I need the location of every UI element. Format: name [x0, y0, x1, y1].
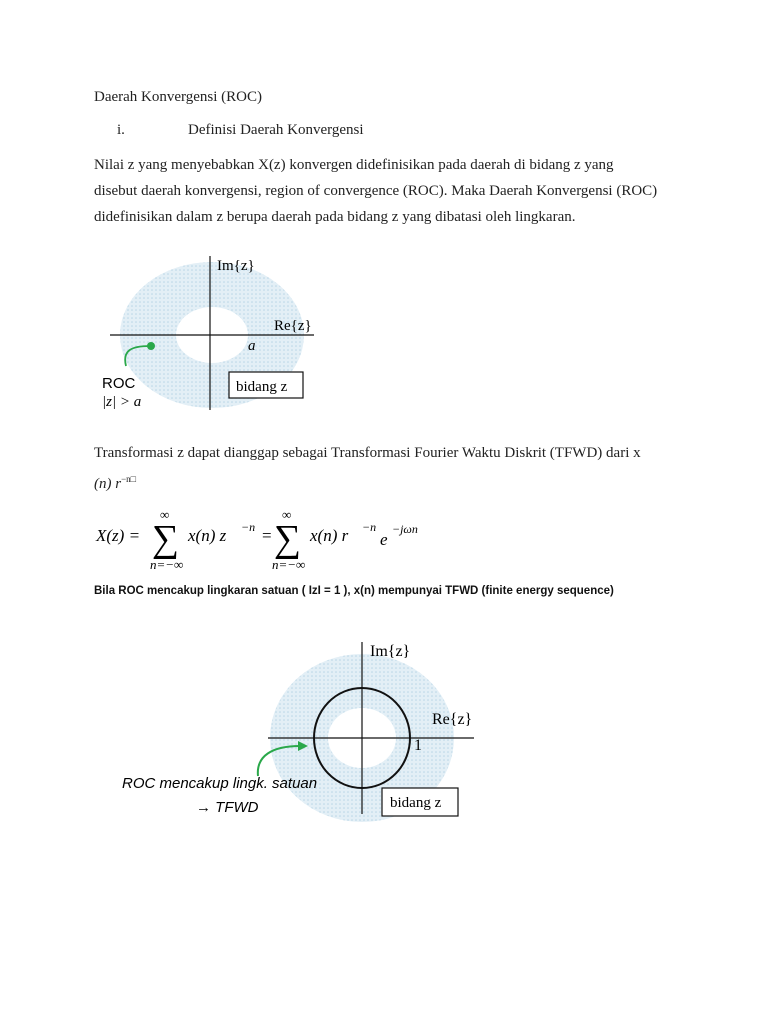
sum-sigma: ∑	[274, 518, 302, 560]
paragraph-line: Transformasi z dapat dianggap sebagai Transformasi Fourier Waktu Diskrit (TFWD) dari x	[94, 445, 641, 461]
sum-top-limit: ∞	[160, 507, 170, 522]
page-heading: Daerah Konvergensi (ROC)	[94, 89, 263, 105]
sum-bottom-limit: n=−∞	[150, 557, 184, 572]
z-transform-equation	[96, 505, 456, 575]
paragraph-line: didefinisikan dalam z berupa daerah pada bidang z yang dibatasi oleh lingkaran.	[94, 209, 576, 225]
im-axis-label: Im{z}	[217, 258, 255, 274]
paragraph-line: Nilai z yang menyebabkan X(z) konvergen didefinisikan pada daerah di bidang z yang	[94, 157, 614, 173]
im-axis-label: Im{z}	[370, 643, 411, 660]
roc-figure-unit-circle	[110, 634, 480, 824]
re-axis-label: Re{z}	[432, 711, 473, 728]
paragraph-line: disebut daerah konvergensi, region of convergence (ROC). Maka Daerah Konvergensi (ROC)	[94, 183, 658, 199]
paragraph-line	[94, 466, 694, 497]
plane-label: bidang z	[390, 795, 442, 811]
exponent: −n□	[121, 474, 137, 484]
sum-sigma: ∑	[152, 518, 180, 560]
sum-bottom-limit: n=−∞	[272, 557, 306, 572]
term2-exponent: −n	[362, 520, 377, 534]
equation-term2: x(n) r	[310, 526, 349, 545]
equation-term1: x(n) z	[188, 526, 227, 545]
roc-label: ROC	[102, 375, 136, 392]
roc-label-line2: → TFWD	[196, 799, 259, 816]
roc-figure-outside	[90, 248, 330, 418]
roc-condition: |z| > a	[102, 394, 142, 410]
term1-exponent: −n	[241, 520, 256, 534]
equation-equals: =	[262, 526, 272, 545]
re-axis-label: Re{z}	[274, 318, 312, 334]
plane-label: bidang z	[236, 379, 288, 395]
unit-circle-note: Bila ROC mencakup lingkaran satuan ( IzI = 1 ), x(n) mempunyai TFWD (finite energy sequence)	[94, 585, 614, 597]
unit-label: 1	[414, 737, 422, 754]
exp-exponent: −jωn	[392, 522, 418, 536]
roc-label-line1: ROC mencakup lingk. satuan	[122, 775, 318, 792]
transform-paragraph	[94, 440, 694, 497]
list-number: i.	[117, 122, 125, 138]
radius-label: a	[248, 338, 256, 354]
equation-lhs: X(z) =	[96, 526, 141, 545]
paragraph-text: (n) r	[94, 476, 122, 492]
list-item-title: Definisi Daerah Konvergensi	[188, 122, 364, 138]
exp-base: e	[380, 530, 388, 549]
definition-paragraph	[94, 152, 694, 230]
roc-marker-dot	[147, 342, 155, 350]
sum-top-limit: ∞	[282, 507, 292, 522]
